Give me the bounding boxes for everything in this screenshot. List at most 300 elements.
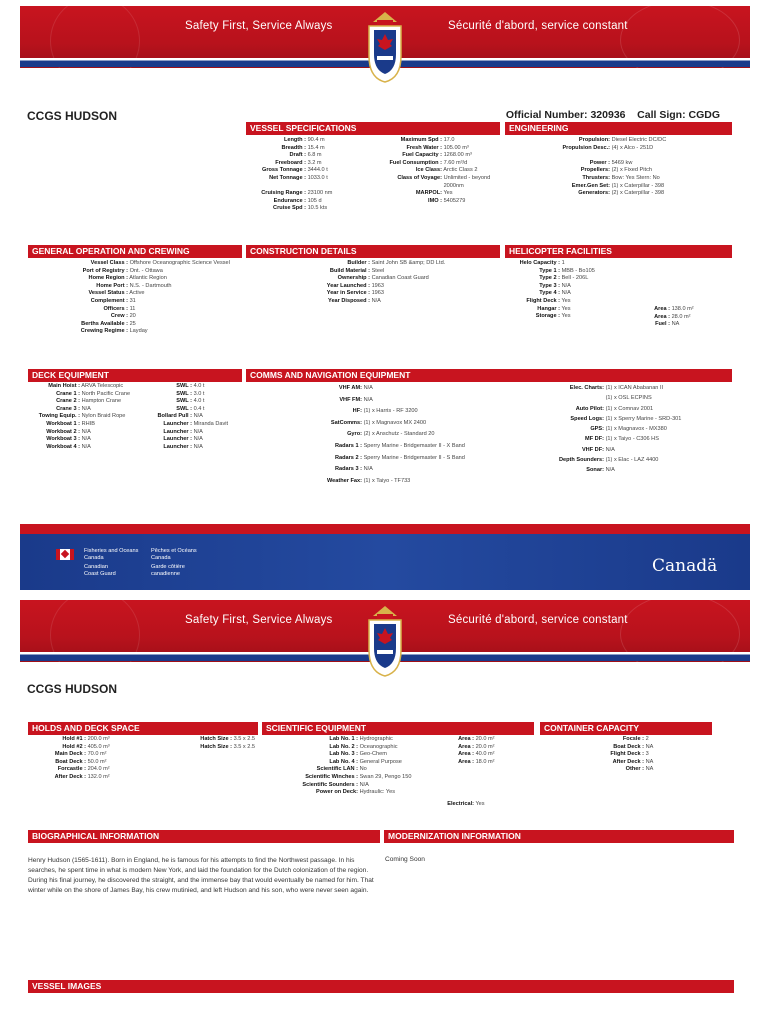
kv-value: N.S. - Dartmouth	[129, 282, 172, 289]
kv-row	[512, 190, 666, 198]
kv-row	[358, 198, 490, 206]
kv-value: Hydrographic	[359, 736, 393, 742]
kv-row	[358, 183, 490, 191]
kv-row	[262, 744, 412, 752]
kv-row	[504, 414, 681, 424]
kv-label: Propulsion:	[578, 137, 610, 143]
kv-label: Radars 2 :	[334, 454, 362, 461]
section-helicopter-facilities: HELICOPTER FACILITIES	[505, 245, 732, 258]
kv-label: Cruise Spd :	[273, 205, 306, 212]
canada-flag-icon	[56, 549, 74, 560]
kv-row	[126, 421, 228, 429]
kv-row	[126, 398, 228, 406]
kv-value: RHIB	[81, 420, 95, 427]
kv-value: 1	[561, 260, 565, 266]
kv-row	[504, 404, 681, 414]
kv-value: 2000nm	[443, 182, 464, 189]
engineering-list	[512, 137, 666, 198]
kv-row	[28, 328, 230, 336]
kv-value: (1) x Elac - LAZ 4400	[605, 457, 659, 464]
kv-label: Main Hoist :	[48, 383, 80, 389]
kv-label: Emer.Gen Set:	[571, 182, 610, 189]
kv-label: Fuel Capacity :	[402, 152, 442, 159]
kv-row	[28, 436, 130, 444]
kv-value: 105 d	[307, 197, 322, 204]
kv-label: Area :	[654, 313, 670, 320]
kv-value: 204.0 m²	[87, 766, 110, 773]
vessel-specs-right	[358, 137, 490, 205]
kv-value: Bell - 206L	[561, 275, 589, 282]
kv-label: Power :	[589, 159, 610, 166]
kv-label: Elec. Charts:	[569, 385, 604, 391]
kv-row	[262, 751, 412, 759]
kv-label: Boat Deck :	[613, 743, 644, 750]
kv-value: 23100 nm	[307, 190, 333, 197]
kv-row	[252, 395, 465, 407]
kv-value: Yes	[561, 297, 571, 304]
kv-label: Year Disposed :	[328, 297, 370, 304]
kv-label: Length :	[283, 137, 306, 143]
kv-value: Offshore Oceanographic Science Vessel	[129, 260, 230, 266]
kv-value: N/A	[81, 436, 91, 443]
holds-left	[28, 736, 110, 782]
kv-value: N/A	[371, 297, 381, 304]
container-list	[550, 736, 653, 774]
kv-label: Builder :	[347, 260, 370, 266]
section-construction-details: CONSTRUCTION DETAILS	[246, 245, 500, 258]
kv-label: Gross Tonnage :	[261, 167, 306, 174]
kv-label: Lab No. 4 :	[329, 758, 358, 765]
kv-label: Hatch Size :	[200, 743, 232, 750]
kv-label: Depth Sounders:	[558, 457, 604, 464]
science-left	[262, 736, 412, 797]
kv-label: Gyro:	[347, 431, 362, 438]
kv-row	[252, 260, 445, 268]
kv-value: Active	[129, 290, 145, 297]
kv-row	[28, 321, 230, 329]
kv-value: 7.60 m³/d	[443, 159, 468, 166]
kv-row	[508, 275, 595, 283]
kv-row	[634, 321, 694, 329]
kv-row	[168, 736, 255, 744]
biography-text: Henry Hudson (1565-1611). Born in England, he is famous for his attempts to find the Northwest passage. In his searches, he spent time in what is modern New York, and laid the foundation for the Dutch colonization of the region. During his final journey, he discovered the straight, and the immense bay that would eventually be named for him. That winter while on the shore of James Bay, his crew mutinied, and left Hudson and his son, who were never seen again.	[28, 857, 374, 894]
kv-label: Ownership :	[337, 275, 370, 282]
kv-value: 3.2 m	[307, 159, 322, 166]
kv-label: Launcher :	[163, 420, 192, 427]
section-biographical-information: BIOGRAPHICAL INFORMATION	[28, 830, 380, 843]
kv-label: Radars 3 :	[334, 466, 362, 473]
kv-label: Type 3 :	[539, 282, 560, 289]
kv-label: Generators:	[578, 190, 610, 197]
kv-value: N/A	[193, 443, 203, 450]
kv-value: (2) x Fixed Pitch	[611, 167, 652, 174]
kv-row	[512, 160, 666, 168]
kv-row	[252, 464, 465, 476]
kv-label: Endurance :	[273, 197, 306, 204]
kv-row	[262, 766, 412, 774]
kv-label: Lab No. 1 :	[329, 736, 358, 742]
kv-value: General Purpose	[359, 758, 402, 765]
kv-value: 20.0 m²	[475, 736, 495, 742]
kv-value: (1) x Magnavox - MX380	[605, 426, 667, 433]
electrical-power: Electrical: Yes	[447, 801, 485, 807]
section-holds-deck-space: HOLDS AND DECK SPACE	[28, 722, 258, 735]
kv-row	[28, 268, 230, 276]
kv-row	[252, 175, 332, 183]
kv-label: Fuel Consumption :	[389, 159, 442, 166]
kv-label: Build Material :	[329, 267, 370, 274]
vessel-name-page2: CCGS HUDSON	[27, 682, 118, 696]
kv-value: 105.00 m³	[443, 144, 469, 151]
kv-row	[358, 167, 490, 175]
section-general-operation: GENERAL OPERATION AND CREWING	[28, 245, 242, 258]
kv-label: GPS:	[590, 426, 604, 433]
kv-value: (2) x Caterpillar - 398	[611, 190, 665, 197]
kv-row	[252, 476, 465, 488]
kv-row	[28, 283, 230, 291]
kv-value: NA	[645, 743, 654, 750]
kv-label: Officers :	[103, 305, 128, 312]
kv-label: After Deck :	[54, 773, 86, 780]
kv-label: Fresh Water :	[406, 144, 442, 151]
kv-value: (1) x ICAN Ababanan II	[605, 385, 664, 391]
kv-label: Auto Pilot:	[575, 405, 604, 412]
kv-label: Complement :	[90, 297, 128, 304]
kv-label: Forcastle :	[57, 766, 86, 773]
kv-row	[28, 751, 110, 759]
deck-equipment-left	[28, 383, 130, 451]
kv-row	[126, 429, 228, 437]
slogan-english: Safety First, Service Always	[185, 614, 333, 626]
kv-value: 50.0 m²	[87, 758, 107, 765]
kv-row	[126, 383, 228, 391]
kv-value: Saint John SB &amp; DD Ltd.	[371, 260, 446, 266]
kv-value: N/A	[363, 466, 373, 473]
construction-list	[252, 260, 445, 306]
kv-row	[252, 441, 465, 453]
kv-value: 1268.00 m³	[443, 152, 472, 159]
kv-row	[508, 313, 595, 321]
kv-value: 20.0 m²	[475, 743, 495, 750]
kv-row	[512, 183, 666, 191]
slogan-english: Safety First, Service Always	[185, 20, 333, 32]
kv-value: 28.0 m²	[671, 313, 691, 320]
kv-label: Lab No. 3 :	[329, 751, 358, 758]
kv-value: N/A	[81, 405, 91, 412]
kv-label: Flight Deck :	[610, 751, 644, 758]
kv-row	[440, 736, 495, 744]
kv-label: Crane 2 :	[56, 398, 80, 405]
kv-label: Cruising Range :	[261, 190, 306, 197]
kv-label: Vessel Class :	[90, 260, 128, 266]
kv-row	[512, 145, 666, 153]
kv-row	[28, 744, 110, 752]
kv-row	[252, 406, 465, 418]
kv-value: Sperry Marine - Bridgemaster II - S Band	[363, 454, 465, 461]
kv-row	[252, 453, 465, 465]
kv-value: MBB - Bo105	[561, 267, 595, 274]
kv-value: Steel	[371, 267, 385, 274]
kv-label: Type 4 :	[539, 290, 560, 297]
kv-row	[508, 306, 595, 314]
general-operation-list	[28, 260, 230, 336]
comms-left	[252, 383, 465, 487]
kv-row	[358, 175, 490, 183]
kv-label: Type 2 :	[539, 275, 560, 282]
kv-label: Hangar :	[537, 305, 560, 312]
kv-label: SWL :	[176, 390, 192, 397]
kv-label: Draft :	[289, 152, 306, 159]
kv-value: Ont. - Ottawa	[129, 267, 163, 274]
kv-label: Weather Fax:	[326, 477, 362, 484]
kv-value: N/A	[193, 428, 203, 435]
kv-row	[358, 160, 490, 168]
kv-row	[550, 744, 653, 752]
kv-value: 1963	[371, 290, 385, 297]
kv-label: Sonar:	[586, 467, 604, 474]
kv-value: 3.0 t	[193, 390, 205, 397]
kv-label: Year in Service :	[326, 290, 370, 297]
kv-row	[28, 260, 230, 268]
kv-value: 3444.0 t	[307, 167, 328, 174]
kv-label: Crane 3 :	[56, 405, 80, 412]
kv-label: Home Port :	[96, 282, 128, 289]
kv-row	[508, 260, 595, 268]
kv-row	[358, 137, 490, 145]
kv-value: N/A	[193, 436, 203, 443]
kv-label: Bollard Pull :	[157, 413, 192, 420]
kv-row	[126, 413, 228, 421]
kv-label: Maximum Spd :	[400, 137, 442, 143]
kv-value: N/A	[193, 413, 203, 420]
kv-value: Hydraulic: Yes	[359, 789, 396, 796]
kv-label: Crew :	[110, 313, 128, 320]
kv-value: Diesel Electric DC/DC	[611, 137, 667, 143]
helicopter-right	[634, 306, 694, 329]
kv-label: Year Launched :	[326, 282, 370, 289]
kv-label: Workboat 2 :	[46, 428, 80, 435]
kv-row	[550, 751, 653, 759]
kv-value: 1963	[371, 282, 385, 289]
kv-value: (1) x Taiyo - C306 HS	[605, 436, 659, 443]
kv-value: Miranda Davit	[193, 420, 229, 427]
kv-value: N/A	[561, 282, 571, 289]
kv-row	[126, 406, 228, 414]
kv-label: Ice Class:	[415, 167, 442, 174]
kv-label: SWL :	[176, 405, 192, 412]
kv-label: Propellers:	[580, 167, 610, 174]
kv-value: N/A	[363, 396, 373, 403]
section-engineering: ENGINEERING	[505, 122, 732, 135]
kv-row	[252, 137, 332, 145]
kv-value: (1) x Magnavox MX 2400	[363, 419, 427, 426]
kv-value: N/A	[561, 290, 571, 297]
kv-value: Swan 29, Pengo 150	[359, 773, 412, 780]
kv-row	[252, 298, 445, 306]
kv-value: Yes	[561, 313, 571, 320]
kv-value: Canadian Coast Guard	[371, 275, 429, 282]
kv-row	[262, 736, 412, 744]
kv-row	[440, 744, 495, 752]
comms-right	[504, 383, 681, 476]
kv-label: Flight Deck :	[526, 297, 560, 304]
kv-row	[252, 290, 445, 298]
kv-label: SatComms:	[330, 419, 362, 426]
kv-value: Unlimited - beyond	[443, 174, 491, 181]
kv-row	[252, 145, 332, 153]
kv-value: 4.0 t	[193, 383, 205, 389]
kv-value: Nylon Braid Rope	[81, 413, 126, 420]
kv-label: MARPOL:	[415, 190, 442, 197]
kv-row	[508, 268, 595, 276]
kv-label: Scientific Winches :	[305, 773, 358, 780]
kv-value: 70.0 m²	[87, 751, 107, 758]
kv-row	[126, 436, 228, 444]
kv-label: Boat Deck :	[55, 758, 86, 765]
kv-label: Fuel :	[655, 321, 670, 328]
kv-value: Oceanographic	[359, 743, 398, 750]
kv-value: 3.5 x 2.5	[233, 736, 256, 742]
kv-value: 3.5 x 2.5	[233, 743, 256, 750]
kv-label: Towing Equip. :	[38, 413, 80, 420]
footer-red-stripe	[20, 524, 750, 534]
coast-guard-crest-icon	[365, 602, 405, 678]
kv-row	[504, 455, 681, 465]
kv-label: Workboat 4 :	[46, 443, 80, 450]
kv-label: Hold #1 :	[62, 736, 86, 742]
kv-value: 31	[129, 297, 136, 304]
kv-value: N/A	[359, 781, 369, 788]
kv-label: After Deck :	[612, 758, 644, 765]
section-deck-equipment: DECK EQUIPMENT	[28, 369, 242, 382]
kv-label: Home Region :	[88, 275, 128, 282]
modernization-text: Coming Soon	[385, 856, 425, 863]
kv-row	[28, 391, 130, 399]
kv-row	[28, 406, 130, 414]
kv-label: MF DF:	[585, 436, 604, 443]
kv-row	[28, 398, 130, 406]
science-right	[440, 736, 495, 766]
kv-row	[28, 759, 110, 767]
kv-label: Lab No. 2 :	[329, 743, 358, 750]
kv-label: SWL :	[176, 398, 192, 405]
kv-label: Type 1 :	[539, 267, 560, 274]
kv-row	[504, 424, 681, 434]
kv-value: No	[359, 766, 367, 773]
kv-label: Crewing Regime :	[80, 328, 128, 335]
kv-value: North Pacific Crane	[81, 390, 131, 397]
kv-value: 200.0 m³	[87, 736, 110, 742]
canada-wordmark: Canadä	[652, 556, 718, 576]
kv-value: Geo-Chem	[359, 751, 387, 758]
kv-row	[550, 736, 653, 744]
kv-value: Sperry Marine - Bridgemaster II - X Band	[363, 442, 465, 449]
kv-value: Layday	[129, 328, 148, 335]
kv-value: 40.0 m²	[475, 751, 495, 758]
kv-row	[440, 759, 495, 767]
kv-value: N/A	[81, 443, 91, 450]
kv-row	[28, 290, 230, 298]
kv-row	[28, 298, 230, 306]
kv-row	[512, 167, 666, 175]
kv-row	[262, 759, 412, 767]
kv-label: VHF DF:	[581, 446, 604, 453]
kv-row	[358, 190, 490, 198]
kv-row	[512, 137, 666, 145]
kv-value: 2	[645, 736, 649, 742]
kv-label: Focsle :	[622, 736, 644, 742]
kv-row	[126, 391, 228, 399]
fisheries-oceans-english: Fisheries and Oceans Canada Canadian Coast Guard	[84, 548, 139, 577]
kv-value: 15.4 m	[307, 144, 325, 151]
kv-row	[504, 383, 681, 393]
kv-row	[252, 383, 465, 395]
helicopter-left	[508, 260, 595, 321]
kv-row	[28, 413, 130, 421]
kv-value: 25	[129, 320, 136, 327]
kv-value: (1) x Caterpillar - 398	[611, 182, 665, 189]
kv-row	[512, 175, 666, 183]
kv-value: NA	[645, 758, 654, 765]
kv-value: 10.5 kts	[307, 205, 328, 212]
kv-row	[358, 152, 490, 160]
fisheries-oceans-french: Pêches et Océans Canada Garde côtière canadienne	[151, 548, 197, 577]
kv-row	[262, 774, 412, 782]
kv-row	[252, 152, 332, 160]
kv-row	[504, 434, 681, 444]
kv-label: Storage :	[535, 313, 560, 320]
kv-value: (1) x Harris - RF 3200	[363, 408, 418, 415]
kv-row	[440, 751, 495, 759]
kv-row	[508, 290, 595, 298]
kv-label: Area :	[458, 743, 474, 750]
kv-label: Power on Deck:	[316, 789, 358, 796]
coast-guard-crest-icon	[365, 8, 405, 84]
kv-value: 0.4 t	[193, 405, 205, 412]
kv-label: Main Deck :	[54, 751, 86, 758]
kv-value: Bow: Yes Stern: No	[611, 174, 660, 181]
kv-label: Vessel Status :	[88, 290, 128, 297]
kv-label: Helo Capacity :	[519, 260, 560, 266]
kv-row	[28, 429, 130, 437]
kv-label: Area :	[458, 736, 474, 742]
kv-label: Other :	[625, 766, 644, 773]
kv-label: Workboat 1 :	[46, 420, 80, 427]
kv-row	[252, 275, 445, 283]
holds-right	[168, 736, 255, 751]
kv-label: Area :	[654, 306, 670, 312]
kv-row	[550, 766, 653, 774]
kv-row	[252, 190, 332, 198]
kv-value: Yes	[443, 190, 453, 197]
kv-value: N/A	[81, 428, 91, 435]
kv-value: (1) x OSL ECPINS	[605, 395, 652, 402]
kv-label: Breadth :	[281, 144, 306, 151]
kv-label: Scientific Sounders :	[302, 781, 358, 788]
kv-value: 5405279	[443, 197, 466, 204]
kv-label: Area :	[458, 758, 474, 765]
kv-value: N/A	[605, 467, 615, 474]
kv-row	[252, 418, 465, 430]
kv-value: (1) x Taiyo - TF733	[363, 477, 411, 484]
kv-row	[252, 283, 445, 291]
kv-row	[28, 766, 110, 774]
kv-row	[252, 198, 332, 206]
kv-label: Workboat 3 :	[46, 436, 80, 443]
kv-value: 17.0	[443, 137, 455, 143]
kv-row	[262, 789, 412, 797]
kv-value: N/A	[605, 446, 615, 453]
